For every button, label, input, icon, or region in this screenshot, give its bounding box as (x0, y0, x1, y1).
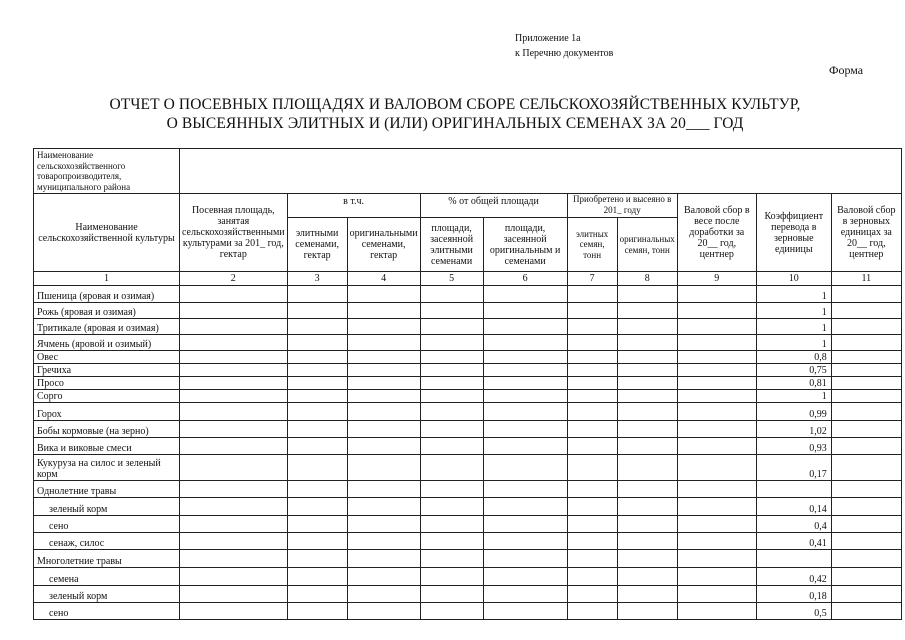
input-cell[interactable] (483, 481, 567, 498)
input-cell[interactable] (831, 498, 901, 516)
input-cell[interactable] (567, 481, 617, 498)
coef-cell: 0,81 (756, 377, 831, 390)
col-number: 2 (180, 272, 288, 286)
input-cell[interactable] (617, 319, 677, 335)
input-cell[interactable] (567, 364, 617, 377)
input-cell[interactable] (347, 438, 420, 455)
form-label: Форма (829, 63, 864, 77)
input-cell[interactable] (420, 421, 483, 438)
input-cell[interactable] (420, 438, 483, 455)
table-row (34, 403, 902, 421)
input-cell[interactable] (831, 351, 901, 364)
input-cell[interactable] (677, 603, 756, 620)
crop-name-cell: сенаж, силос (34, 533, 180, 550)
table-row (34, 481, 902, 498)
crop-name-cell: Однолетние травы (34, 481, 180, 498)
input-cell[interactable] (677, 586, 756, 603)
input-cell[interactable] (677, 403, 756, 421)
column-number-row (34, 272, 902, 286)
input-cell[interactable] (287, 568, 347, 586)
input-cell[interactable] (483, 377, 567, 390)
table-row (34, 286, 902, 303)
input-cell[interactable] (617, 533, 677, 550)
input-cell[interactable] (831, 403, 901, 421)
input-cell[interactable] (347, 481, 420, 498)
header-bought: Приобретено и высеяно в 201_ году (567, 194, 677, 218)
input-cell[interactable] (831, 586, 901, 603)
input-cell[interactable] (287, 364, 347, 377)
input-cell[interactable] (287, 533, 347, 550)
input-cell[interactable] (677, 550, 756, 568)
crop-name-cell: Тритикале (яровая и озимая) (34, 319, 180, 335)
coef-cell: 1 (756, 319, 831, 335)
col-number: 6 (483, 272, 567, 286)
input-cell[interactable] (831, 421, 901, 438)
input-cell[interactable] (567, 403, 617, 421)
input-cell[interactable] (677, 455, 756, 481)
input-cell[interactable] (287, 438, 347, 455)
input-cell[interactable] (831, 481, 901, 498)
input-cell[interactable] (347, 377, 420, 390)
input-cell[interactable] (420, 516, 483, 533)
input-cell[interactable] (180, 403, 288, 421)
input-cell[interactable] (180, 351, 288, 364)
input-cell[interactable] (347, 403, 420, 421)
input-cell[interactable] (617, 603, 677, 620)
col-number: 1 (34, 272, 180, 286)
input-cell[interactable] (180, 286, 288, 303)
input-cell[interactable] (420, 364, 483, 377)
crop-name-cell: Ячмень (яровой и озимый) (34, 335, 180, 351)
input-cell[interactable] (483, 498, 567, 516)
input-cell[interactable] (831, 516, 901, 533)
producer-value-cell[interactable] (180, 149, 902, 194)
input-cell[interactable] (420, 351, 483, 364)
crop-name-cell: зеленый корм (34, 586, 180, 603)
input-cell[interactable] (483, 335, 567, 351)
coef-cell: 0,42 (756, 568, 831, 586)
input-cell[interactable] (617, 421, 677, 438)
input-cell[interactable] (677, 351, 756, 364)
input-cell[interactable] (483, 286, 567, 303)
input-cell[interactable] (180, 516, 288, 533)
input-cell[interactable] (617, 568, 677, 586)
input-cell[interactable] (617, 550, 677, 568)
input-cell[interactable] (180, 586, 288, 603)
coef-cell: 0,5 (756, 603, 831, 620)
input-cell[interactable] (483, 403, 567, 421)
input-cell[interactable] (567, 303, 617, 319)
input-cell[interactable] (180, 421, 288, 438)
crop-name-cell: Кукуруза на силос и зеленый корм (34, 455, 180, 481)
col-number: 7 (567, 272, 617, 286)
input-cell[interactable] (420, 390, 483, 403)
input-cell[interactable] (347, 421, 420, 438)
input-cell[interactable] (347, 586, 420, 603)
input-cell[interactable] (617, 364, 677, 377)
input-cell[interactable] (483, 438, 567, 455)
header-incl: в т.ч. (287, 194, 420, 218)
input-cell[interactable] (677, 498, 756, 516)
input-cell[interactable] (617, 351, 677, 364)
input-cell[interactable] (347, 568, 420, 586)
header-coef: Коэффициент перевода в зерновые единицы (756, 194, 831, 272)
input-cell[interactable] (420, 455, 483, 481)
input-cell[interactable] (420, 498, 483, 516)
input-cell[interactable] (617, 438, 677, 455)
crop-name-cell: Гречиха (34, 364, 180, 377)
input-cell[interactable] (831, 319, 901, 335)
header-gross-grain: Валовой сбор в зерновых единицах за 20__ год, центнер (831, 194, 901, 272)
coef-cell: 1,02 (756, 421, 831, 438)
input-cell[interactable] (287, 550, 347, 568)
title-line-2: О ВЫСЕЯННЫХ ЭЛИТНЫХ И (ИЛИ) ОРИГИНАЛЬНЫХ СЕМЕНАХ ЗА 20___ ГОД (166, 115, 744, 132)
crop-name-cell: Рожь (яровая и озимая) (34, 303, 180, 319)
input-cell[interactable] (831, 550, 901, 568)
coef-cell: 1 (756, 286, 831, 303)
input-cell[interactable] (677, 303, 756, 319)
input-cell[interactable] (287, 335, 347, 351)
table-row (34, 568, 902, 586)
input-cell[interactable] (287, 481, 347, 498)
input-cell[interactable] (347, 319, 420, 335)
input-cell[interactable] (831, 335, 901, 351)
input-cell[interactable] (287, 455, 347, 481)
input-cell[interactable] (831, 568, 901, 586)
input-cell[interactable] (180, 481, 288, 498)
input-cell[interactable] (677, 364, 756, 377)
input-cell[interactable] (287, 603, 347, 620)
appendix-note (515, 31, 613, 61)
input-cell[interactable] (567, 586, 617, 603)
input-cell[interactable] (180, 533, 288, 550)
input-cell[interactable] (567, 533, 617, 550)
input-cell[interactable] (420, 403, 483, 421)
crop-name-cell: Горох (34, 403, 180, 421)
input-cell[interactable] (677, 516, 756, 533)
input-cell[interactable] (677, 568, 756, 586)
input-cell[interactable] (287, 303, 347, 319)
crop-name-cell: Бобы кормовые (на зерно) (34, 421, 180, 438)
input-cell[interactable] (567, 516, 617, 533)
input-cell[interactable] (287, 403, 347, 421)
input-cell[interactable] (483, 568, 567, 586)
table-row (34, 319, 902, 335)
input-cell[interactable] (483, 319, 567, 335)
crop-name-cell: семена (34, 568, 180, 586)
input-cell[interactable] (677, 377, 756, 390)
header-pct: % от общей площади (420, 194, 567, 218)
input-cell[interactable] (180, 438, 288, 455)
input-cell[interactable] (420, 481, 483, 498)
input-cell[interactable] (567, 335, 617, 351)
input-cell[interactable] (617, 377, 677, 390)
input-cell[interactable] (617, 390, 677, 403)
input-cell[interactable] (180, 603, 288, 620)
table-row (34, 438, 902, 455)
table-row (34, 364, 902, 377)
input-cell[interactable] (420, 603, 483, 620)
coef-cell: 0,41 (756, 533, 831, 550)
input-cell[interactable] (180, 550, 288, 568)
input-cell[interactable] (567, 390, 617, 403)
input-cell[interactable] (180, 390, 288, 403)
input-cell[interactable] (420, 550, 483, 568)
input-cell[interactable] (420, 568, 483, 586)
header-gross: Валовой сбор в весе после доработки за 20__ год, центнер (677, 194, 756, 272)
input-cell[interactable] (180, 364, 288, 377)
coef-cell: 1 (756, 303, 831, 319)
input-cell[interactable] (831, 377, 901, 390)
input-cell[interactable] (567, 438, 617, 455)
coef-cell (756, 550, 831, 568)
input-cell[interactable] (420, 377, 483, 390)
report-title (60, 95, 850, 133)
input-cell[interactable] (567, 319, 617, 335)
input-cell[interactable] (617, 303, 677, 319)
input-cell[interactable] (483, 351, 567, 364)
input-cell[interactable] (831, 533, 901, 550)
input-cell[interactable] (287, 498, 347, 516)
input-cell[interactable] (567, 455, 617, 481)
crop-name-cell: Просо (34, 377, 180, 390)
crop-name-cell: Овес (34, 351, 180, 364)
input-cell[interactable] (483, 390, 567, 403)
input-cell[interactable] (287, 319, 347, 335)
input-cell[interactable] (677, 390, 756, 403)
input-cell[interactable] (567, 351, 617, 364)
input-cell[interactable] (483, 364, 567, 377)
input-cell[interactable] (180, 377, 288, 390)
header-original: оригинальными семенами, гектар (347, 218, 420, 272)
coef-cell: 0,93 (756, 438, 831, 455)
header-sown-area: Посевная площадь, занятая сельскохозяйственными культурами за 201_ год, гектар (180, 194, 288, 272)
crop-name-cell: Многолетние травы (34, 550, 180, 568)
header-pct-elite: площади, засеянной элитными семенами (420, 218, 483, 272)
table-row (34, 351, 902, 364)
input-cell[interactable] (567, 550, 617, 568)
header-bought-original: оригинальных семян, тонн (617, 218, 677, 272)
input-cell[interactable] (677, 335, 756, 351)
input-cell[interactable] (567, 568, 617, 586)
input-cell[interactable] (287, 377, 347, 390)
input-cell[interactable] (677, 319, 756, 335)
coef-cell: 0,8 (756, 351, 831, 364)
input-cell[interactable] (677, 286, 756, 303)
input-cell[interactable] (347, 550, 420, 568)
input-cell[interactable] (617, 403, 677, 421)
crop-name-cell: Вика и виковые смеси (34, 438, 180, 455)
table-row (34, 516, 902, 533)
table-row (34, 390, 902, 403)
appendix-line-2: к Перечню документов (515, 48, 614, 59)
table-row (34, 335, 902, 351)
input-cell[interactable] (347, 498, 420, 516)
input-cell[interactable] (287, 421, 347, 438)
input-cell[interactable] (677, 421, 756, 438)
input-cell[interactable] (347, 516, 420, 533)
table-row (34, 603, 902, 620)
table-row (34, 586, 902, 603)
col-number: 5 (420, 272, 483, 286)
table-row (34, 421, 902, 438)
input-cell[interactable] (617, 498, 677, 516)
input-cell[interactable] (483, 421, 567, 438)
input-cell[interactable] (180, 455, 288, 481)
crop-name-cell: Сорго (34, 390, 180, 403)
input-cell[interactable] (677, 438, 756, 455)
crop-name-cell: зеленый корм (34, 498, 180, 516)
input-cell[interactable] (483, 586, 567, 603)
table-row (34, 498, 902, 516)
input-cell[interactable] (831, 603, 901, 620)
header-elite: элитными семенами, гектар (287, 218, 347, 272)
coef-cell: 0,99 (756, 403, 831, 421)
table-body (34, 286, 902, 620)
input-cell[interactable] (347, 364, 420, 377)
table-row (34, 377, 902, 390)
input-cell[interactable] (347, 351, 420, 364)
input-cell[interactable] (347, 603, 420, 620)
table-row (34, 550, 902, 568)
input-cell[interactable] (287, 586, 347, 603)
coef-cell: 1 (756, 335, 831, 351)
table-row (34, 533, 902, 550)
input-cell[interactable] (420, 533, 483, 550)
input-cell[interactable] (420, 319, 483, 335)
input-cell[interactable] (831, 303, 901, 319)
input-cell[interactable] (831, 390, 901, 403)
col-number: 3 (287, 272, 347, 286)
input-cell[interactable] (180, 568, 288, 586)
report-table (33, 148, 902, 620)
coef-cell: 1 (756, 390, 831, 403)
input-cell[interactable] (617, 516, 677, 533)
input-cell[interactable] (287, 351, 347, 364)
header-bought-elite: элитных семян, тонн (567, 218, 617, 272)
input-cell[interactable] (483, 303, 567, 319)
input-cell[interactable] (677, 481, 756, 498)
input-cell[interactable] (677, 533, 756, 550)
input-cell[interactable] (483, 455, 567, 481)
coef-cell: 0,75 (756, 364, 831, 377)
title-line-1: ОТЧЕТ О ПОСЕВНЫХ ПЛОЩАДЯХ И ВАЛОВОМ СБОРЕ СЕЛЬСКОХОЗЯЙСТВЕННЫХ КУЛЬТУР, (109, 96, 801, 113)
input-cell[interactable] (617, 586, 677, 603)
input-cell[interactable] (287, 286, 347, 303)
appendix-line-1: Приложение 1а (515, 33, 581, 44)
input-cell[interactable] (347, 286, 420, 303)
input-cell[interactable] (347, 390, 420, 403)
input-cell[interactable] (347, 455, 420, 481)
table-row (34, 455, 902, 481)
input-cell[interactable] (617, 481, 677, 498)
input-cell[interactable] (420, 286, 483, 303)
input-cell[interactable] (617, 286, 677, 303)
input-cell[interactable] (287, 390, 347, 403)
input-cell[interactable] (567, 603, 617, 620)
coef-cell: 0,14 (756, 498, 831, 516)
coef-cell: 0,4 (756, 516, 831, 533)
input-cell[interactable] (287, 516, 347, 533)
input-cell[interactable] (831, 438, 901, 455)
col-number: 11 (831, 272, 901, 286)
producer-label-cell: Наименование сельскохозяйственного товаропроизводителя, муниципального района (34, 149, 180, 194)
input-cell[interactable] (180, 335, 288, 351)
coef-cell: 0,17 (756, 455, 831, 481)
input-cell[interactable] (180, 319, 288, 335)
input-cell[interactable] (831, 364, 901, 377)
header-crop-name: Наименование сельскохозяйственной культуры (34, 194, 180, 272)
input-cell[interactable] (617, 455, 677, 481)
input-cell[interactable] (831, 455, 901, 481)
col-number: 9 (677, 272, 756, 286)
input-cell[interactable] (483, 550, 567, 568)
input-cell[interactable] (420, 586, 483, 603)
table-row (34, 303, 902, 319)
col-number: 4 (347, 272, 420, 286)
input-cell[interactable] (483, 603, 567, 620)
input-cell[interactable] (420, 303, 483, 319)
input-cell[interactable] (483, 533, 567, 550)
input-cell[interactable] (347, 533, 420, 550)
header-pct-original: площади, засеянной оригинальным и семенами (483, 218, 567, 272)
input-cell[interactable] (180, 498, 288, 516)
coef-cell (756, 481, 831, 498)
input-cell[interactable] (420, 335, 483, 351)
crop-name-cell: Пшеница (яровая и озимая) (34, 286, 180, 303)
input-cell[interactable] (567, 377, 617, 390)
input-cell[interactable] (180, 303, 288, 319)
crop-name-cell: сено (34, 516, 180, 533)
coef-cell: 0,18 (756, 586, 831, 603)
input-cell[interactable] (567, 286, 617, 303)
input-cell[interactable] (567, 498, 617, 516)
col-number: 10 (756, 272, 831, 286)
input-cell[interactable] (567, 421, 617, 438)
crop-name-cell: сено (34, 603, 180, 620)
input-cell[interactable] (347, 335, 420, 351)
col-number: 8 (617, 272, 677, 286)
input-cell[interactable] (483, 516, 567, 533)
input-cell[interactable] (831, 286, 901, 303)
input-cell[interactable] (617, 335, 677, 351)
input-cell[interactable] (347, 303, 420, 319)
